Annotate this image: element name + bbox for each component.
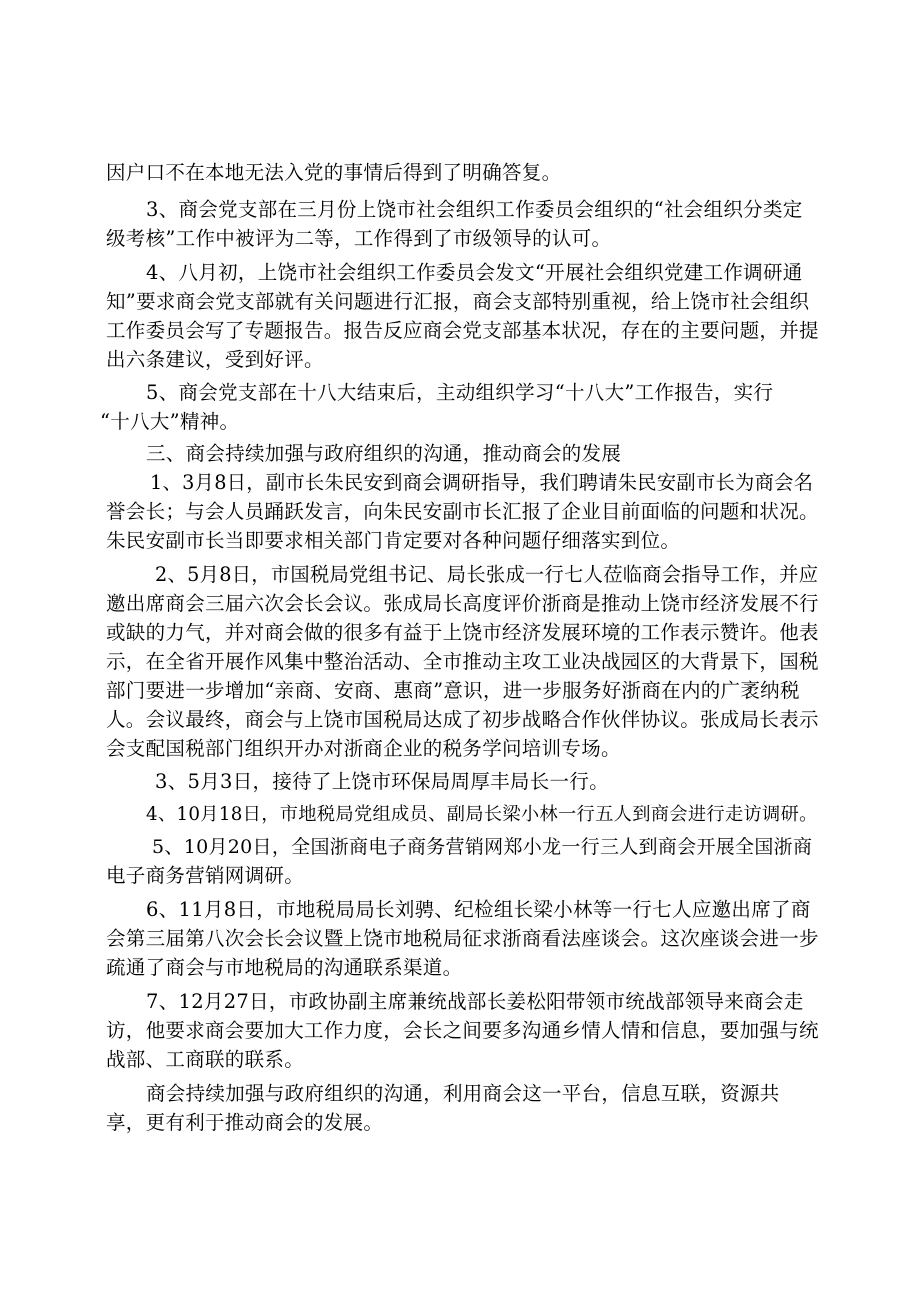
text-line: 4、八月初，上饶市社会组织工作委员会发文“开展社会组织党建工作调研通: [146, 261, 803, 284]
text-line: 出六条建议，受到好评。: [106, 348, 324, 371]
text-line: 级考核”工作中被评为二等，工作得到了市级领导的认可。: [106, 227, 612, 250]
text-line: 5、商会党支部在十八大结束后，主动组织学习“十八大”工作报告，实行: [146, 381, 774, 404]
text-line: 7、12月27日，市政协副主席兼统战部长姜松阳带领市统战部领导来商会走: [146, 990, 804, 1013]
text-line: 人。会议最终，商会与上饶市国税局达成了初步战略合作伙伴协议。张成局长表示: [106, 708, 819, 731]
text-line: 会第三届第八次会长会议暨上饶市地税局征求浙商看法座谈会。这次座谈会进一步: [106, 927, 819, 950]
text-line: 3、商会党支部在三月份上饶市社会组织工作委员会组织的“社会组织分类定: [146, 198, 803, 221]
text-line: 知”要求商会党支部就有关问题进行汇报，商会支部特别重视，给上饶市社会组织: [106, 290, 810, 313]
text-line: 或缺的力气，并对商会做的很多有益于上饶市经济发展环境的工作表示赞许。他表: [106, 621, 819, 644]
text-line: 示，在全省开展作风集中整治活动、全市推动主攻工业决战园区的大背景下，国税: [106, 650, 819, 673]
text-line: 誉会长；与会人员踊跃发言，向朱民安副市长汇报了企业目前面临的问题和状况。: [106, 500, 819, 523]
section-heading: 三、商会持续加强与政府组织的沟通，推动商会的发展: [146, 442, 622, 465]
text-line: 6、11月8日，市地税局局长刘骋、纪检组长梁小林等一行七人应邀出席了商: [146, 898, 811, 921]
text-line: 疏通了商会与市地税局的沟通联系渠道。: [106, 956, 463, 979]
text-line: 邀出席商会三届六次会长会议。张成局长高度评价浙商是推动上饶市经济发展不行: [106, 592, 819, 615]
text-line: 5、10月20日，全国浙商电子商务营销网郑小龙一行三人到商会开展全国浙商: [152, 836, 813, 858]
text-line: 2、5月8日，市国税局党组书记、局长张成一行七人莅临商会指导工作，并应: [155, 563, 819, 586]
text-line: 部门要进一步增加“亲商、安商、惠商”意识，进一步服务好浙商在内的广袤纳税: [106, 679, 800, 702]
text-line: 因户口不在本地无法入党的事情后得到了明确答复。: [106, 161, 562, 184]
text-line: 3、5月3日，接待了上饶市环保局周厚丰局长一行。: [155, 770, 609, 793]
text-line: 商会持续加强与政府组织的沟通，利用商会这一平台，信息互联，资源共: [146, 1082, 780, 1105]
text-line: 1、3月8日，副市长朱民安到商会调研指导，我们聘请朱民安副市长为商会名: [150, 471, 814, 494]
text-line: 访，他要求商会要加大工作力度，会长之间要多沟通乡情人情和信息，要加强与统: [106, 1019, 819, 1042]
text-line: “十八大”精神。: [100, 410, 240, 433]
text-line: 战部、工商联的联系。: [106, 1048, 305, 1071]
text-line: 享，更有利于推动商会的发展。: [106, 1111, 384, 1134]
text-line: 电子商务营销网调研。: [106, 864, 305, 887]
text-line: 工作委员会写了专题报告。报告反应商会党支部基本状况，存在的主要问题，并提: [106, 319, 819, 342]
text-line: 4、10月18日，市地税局党组成员、副局长梁小林一行五人到商会进行走访调研。: [146, 804, 818, 825]
text-line: 会支配国税部门组织开办对浙商企业的税务学问培训专场。: [106, 737, 621, 760]
text-line: 朱民安副市长当即要求相关部门肯定要对各种问题仔细落实到位。: [106, 529, 681, 552]
